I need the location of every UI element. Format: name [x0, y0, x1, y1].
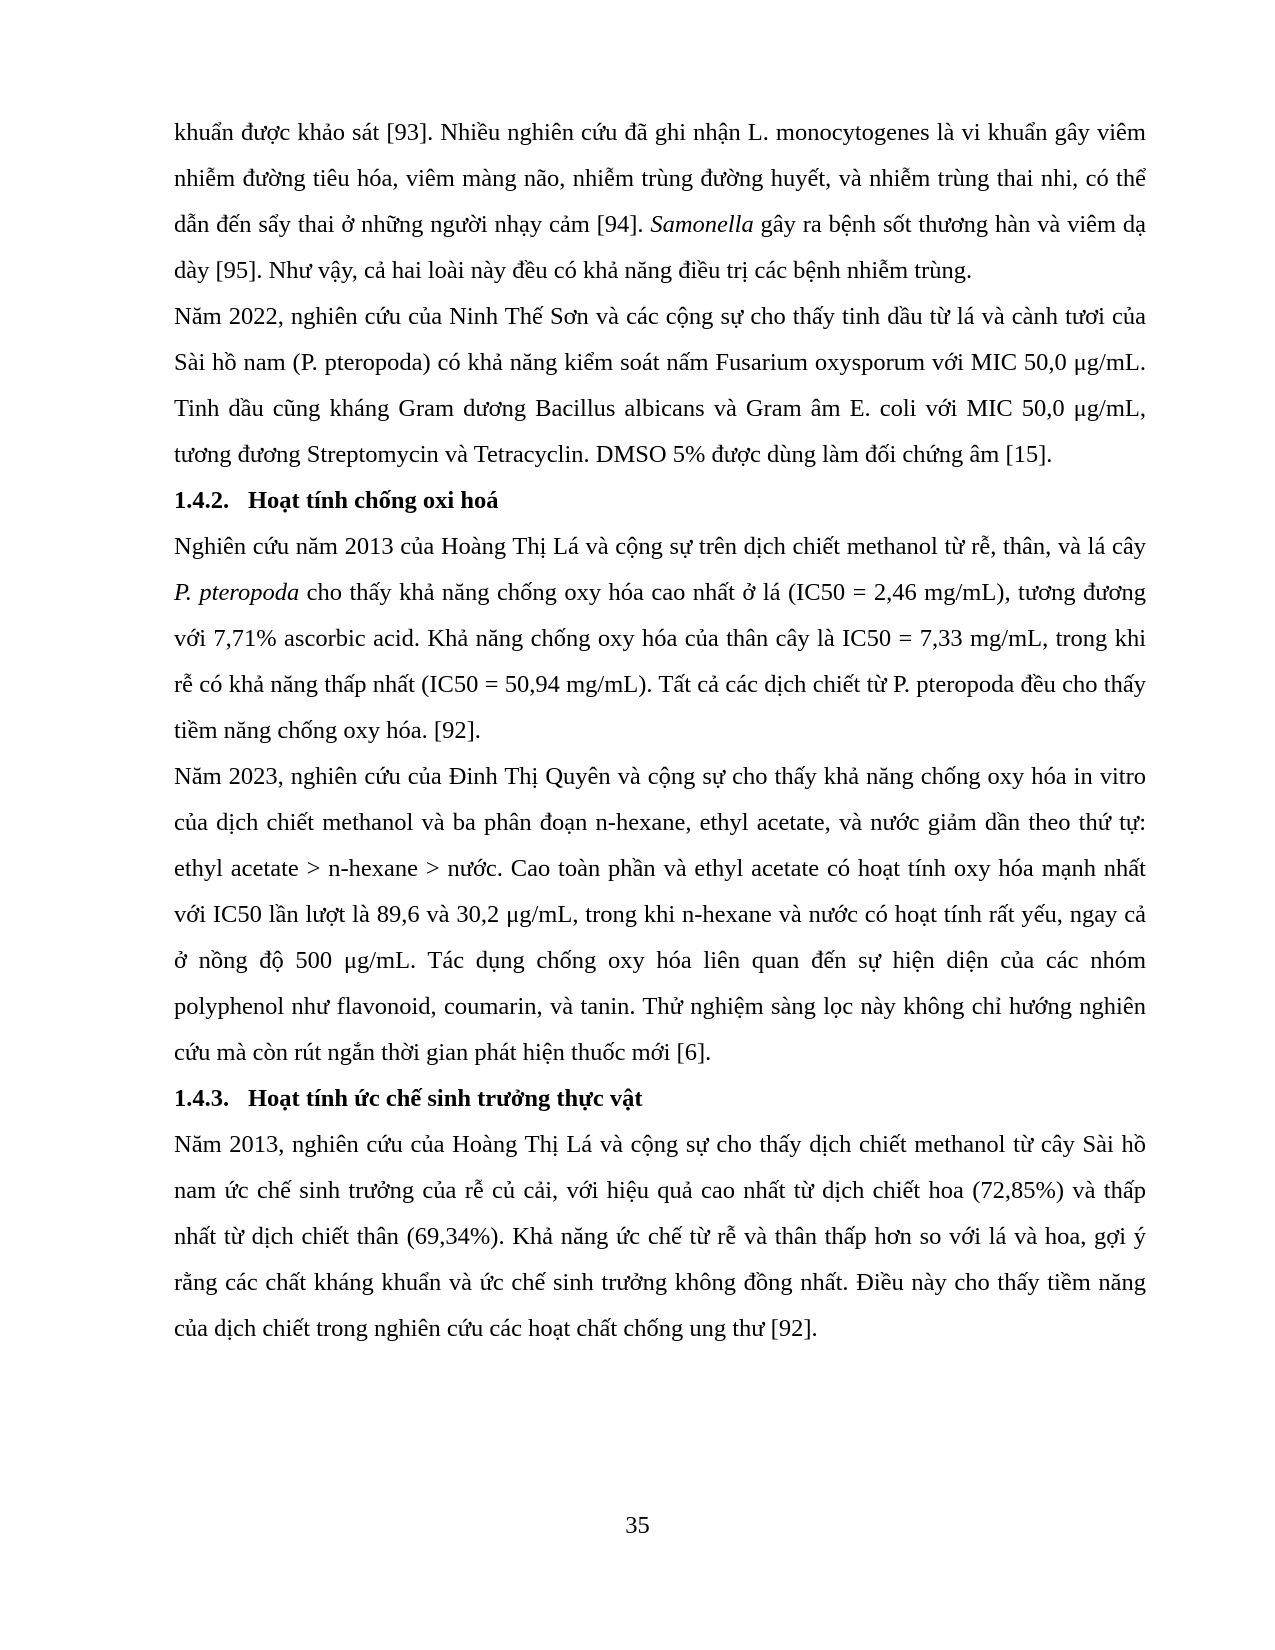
paragraph-essential-oil: Năm 2022, nghiên cứu của Ninh Thế Sơn và các cộng sự cho thấy tinh dầu từ lá và cành tươi của Sài hồ nam (P. pteropoda) có khả năng kiểm soát nấm Fusarium oxysporum với MIC 50,0 μg/mL. Tinh dầu cũng kháng Gram dương Bacillus albicans và Gram âm E. coli với MIC 50,0 μg/mL, tương đương Streptomycin và Tetracyclin. DMSO 5% được dùng làm đối chứng âm [15].: [174, 303, 1146, 468]
paragraph-text: Nghiên cứu năm 2013 của Hoàng Thị Lá và cộng sự trên dịch chiết methanol từ rễ, thân, và lá cây: [174, 533, 1146, 560]
paragraph-text: gây ra bệnh sốt thương hàn và viêm dạ dày [95]. Như vậy, cả hai loài này đều có khả năng điều trị các bệnh nhiễm trùng.: [174, 211, 1146, 284]
section-heading-growth-inhibition: [174, 1076, 1146, 1122]
species-name: Samonella: [650, 211, 754, 238]
paragraph-text: khuẩn được khảo sát [93]. Nhiều nghiên cứu đã ghi nhận L. monocytogenes là vi khuẩn gây viêm nhiễm đường tiêu hóa, viêm màng não, nhiễm trùng đường huyết, và nhiễm trùng thai nhi, có thể dẫn đến sẩy thai ở những người nhạy cảm [94].: [174, 119, 1146, 238]
paragraph-antioxidant-2013: [174, 524, 1146, 754]
section-title: Hoạt tính ức chế sinh trưởng thực vật: [248, 1085, 643, 1112]
section-title: Hoạt tính chống oxi hoá: [248, 487, 499, 514]
section-number: 1.4.2.: [174, 487, 230, 514]
paragraph-text: cho thấy khả năng chống oxy hóa cao nhất ở lá (IC50 = 2,46 mg/mL), tương đương với 7,71% ascorbic acid. Khả năng chống oxy hóa của thân cây là IC50 = 7,33 mg/mL, trong khi rễ có khả năng thấp nhất (IC50 = 50,94 mg/mL). Tất cả các dịch chiết từ P. pteropoda đều cho thấy tiềm năng chống oxy hóa. [92].: [174, 579, 1146, 744]
paragraph-antibacterial-continued: [174, 110, 1146, 294]
page-number: 35: [625, 1512, 650, 1539]
paragraph-antioxidant-2023: Năm 2023, nghiên cứu của Đinh Thị Quyên và cộng sự cho thấy khả năng chống oxy hóa in vitro của dịch chiết methanol và ba phân đoạn n-hexane, ethyl acetate, và nước giảm dần theo thứ tự: ethyl acetate > n-hexane > nước. Cao toàn phần và ethyl acetate có hoạt tính oxy hóa mạnh nhất với IC50 lần lượt là 89,6 và 30,2 μg/mL, trong khi n-hexane và nước có hoạt tính rất yếu, ngay cả ở nồng độ 500 μg/mL. Tác dụng chống oxy hóa liên quan đến sự hiện diện của các nhóm polyphenol như flavonoid, coumarin, và tanin. Thử nghiệm sàng lọc này không chỉ hướng nghiên cứu mà còn rút ngắn thời gian phát hiện thuốc mới [6].: [174, 763, 1146, 1066]
paragraph-growth-inhibition: Năm 2013, nghiên cứu của Hoàng Thị Lá và cộng sự cho thấy dịch chiết methanol từ cây Sài hồ nam ức chế sinh trưởng của rễ củ cải, với hiệu quả cao nhất từ dịch chiết hoa (72,85%) và thấp nhất từ dịch chiết thân (69,34%). Khả năng ức chế từ rễ và thân thấp hơn so với lá và hoa, gợi ý rằng các chất kháng khuẩn và ức chế sinh trưởng không đồng nhất. Điều này cho thấy tiềm năng của dịch chiết trong nghiên cứu các hoạt chất chống ung thư [92].: [174, 1131, 1146, 1342]
species-name: P. pteropoda: [174, 579, 300, 606]
section-number: 1.4.3.: [174, 1085, 230, 1112]
page-body: [174, 110, 1146, 1352]
section-heading-antioxidant: [174, 478, 1146, 524]
